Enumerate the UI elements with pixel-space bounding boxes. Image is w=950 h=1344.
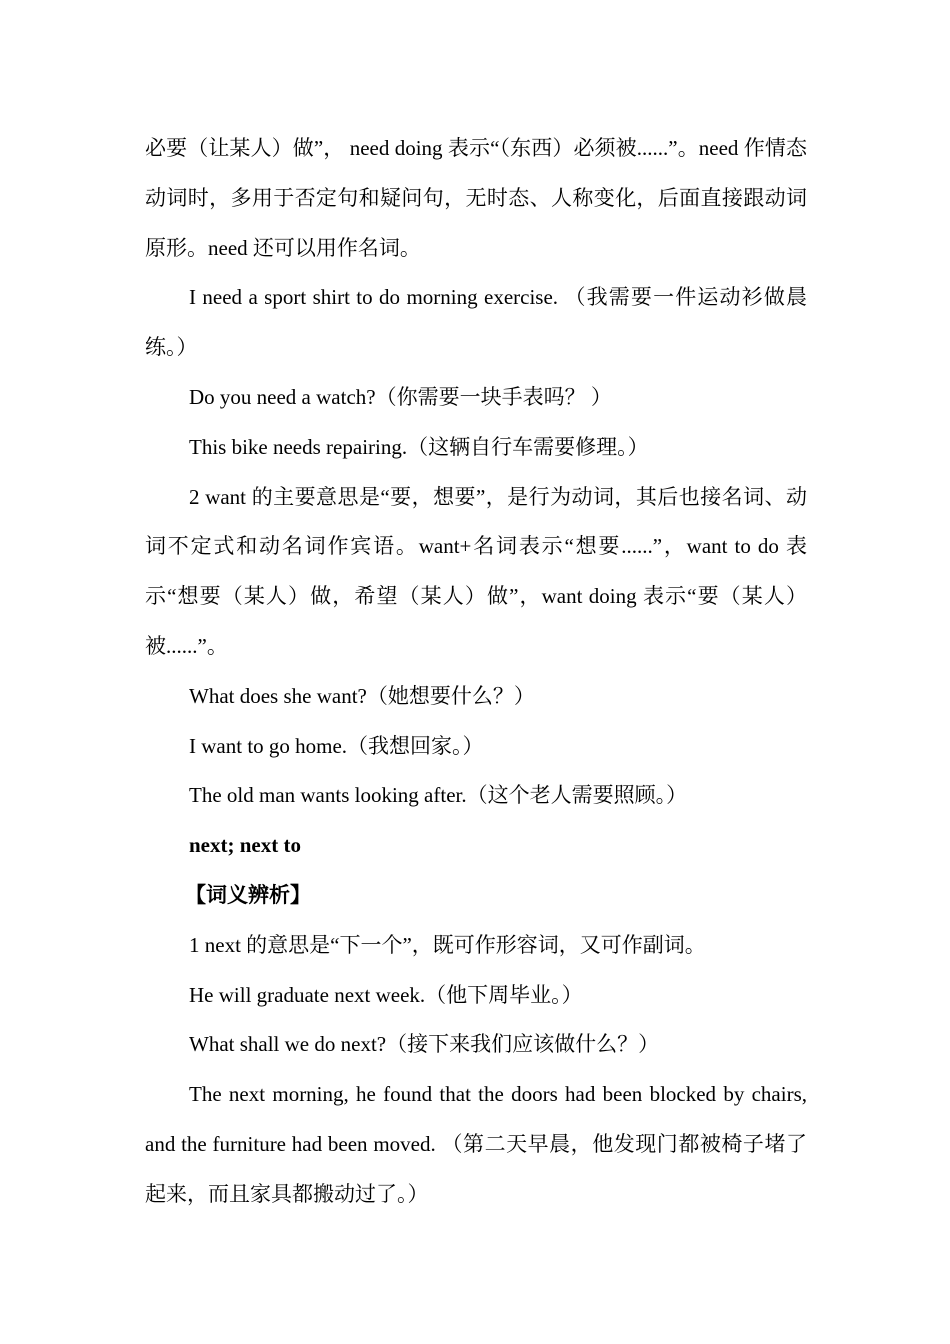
paragraph-need-usage: 必要（让某人）做”， need doing 表示“（东西）必须被......”。need 作情态动词时，多用于否定句和疑问句，无时态、人称变化，后面直接跟动词原形。need 还可以用作名词。 [145,136,807,260]
example-sport-shirt: I need a sport shirt to do morning exercise. （我需要一件运动衫做晨练。） [145,285,807,360]
paragraph-next-meaning: 1 next 的意思是“下一个”，既可作形容词，又可作副词。 [189,932,706,957]
example-what-want: What does she want?（她想要什么？） [189,683,535,708]
example-bike: This bike needs repairing.（这辆自行车需要修理。） [189,434,649,459]
subheading-word-analysis: 【词义辨析】 [185,882,311,907]
example-what-next: What shall we do next?（接下来我们应该做什么？） [189,1032,660,1057]
example-go-home: I want to go home.（我想回家。） [189,733,484,758]
example-graduate: He will graduate next week.（他下周毕业。） [189,982,583,1007]
example-old-man: The old man wants looking after.（这个老人需要照顾。） [189,783,688,808]
section-heading-next: next; next to [189,833,301,858]
document-body [145,124,807,1220]
example-watch: Do you need a watch?（你需要一块手表吗？ ） [189,384,612,409]
example-next-morning: The next morning, he found that the doors had been blocked by chairs, and the furniture had been moved. （第二天早晨，他发现门都被椅子堵了起来，而且家具都搬动过了。） [145,1082,807,1206]
paragraph-want-usage: 2 want 的主要意思是“要，想要”，是行为动词，其后也接名词、动词不定式和动名词作宾语。want+名词表示“想要......”，want to do 表示“想要（某人）做，希望（某人）做”，want doing 表示“要（某人）被......”。 [145,484,807,658]
